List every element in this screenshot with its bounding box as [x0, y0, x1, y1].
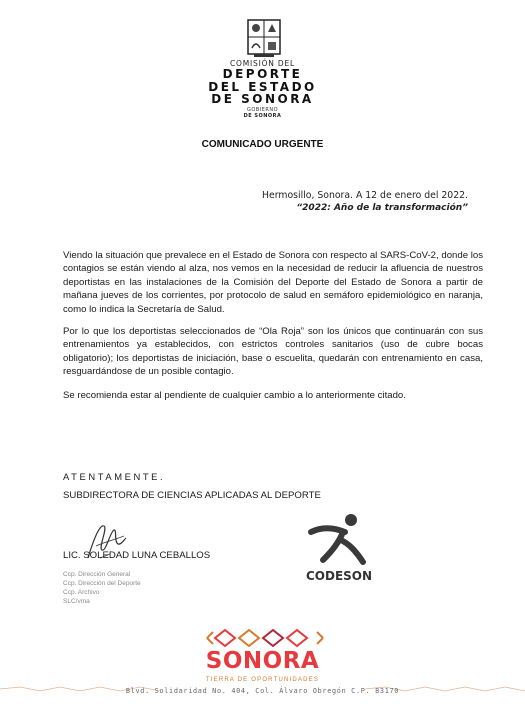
footer-address: Blvd. Solidaridad No. 404, Col. Álvaro Obregón C.P. 83170 [125, 687, 400, 695]
document-title: COMUNICADO URGENTE [201, 139, 324, 150]
header-de-sonora: DE SONORA [211, 92, 314, 106]
closing-atentamente: ATENTAMENTE. [63, 471, 166, 482]
header-comision: COMISIÓN DEL [230, 59, 295, 68]
ccp-line: Ccp. Dirección del Deporte [63, 580, 141, 587]
codeson-logo-text: CODESON [305, 569, 373, 583]
ccp-line: Ccp. Archivo [63, 589, 100, 596]
header-gobierno: GOBIERNO [246, 107, 279, 113]
body-paragraph-2: Por lo que los deportistas seleccionados de “Ola Roja” son los únicos que continuarán con sus entrenamientos ya establecidos, con estrictos controles sanitarios (uso de cubre bocas obligatorio); los deportistas de iniciación, base o escuelita, quedarán con entrenamiento en casa, resguardándose de un posible contagio. [63, 326, 483, 378]
ccp-line: Ccp. Dirección General [63, 571, 131, 578]
sonora-logo-text: SONORA [205, 648, 320, 674]
signer-position: SUBDIRECTORA DE CIENCIAS APLICADAS AL DEPORTE [63, 490, 321, 501]
codeson-athlete-logo-icon [305, 510, 373, 566]
state-seal-icon [244, 18, 284, 58]
place-date: Hermosillo, Sonora. A 12 de enero del 2022. [262, 190, 468, 201]
header-deporte: DEPORTE [222, 67, 303, 81]
body-paragraph-3: Se recomienda estar al pendiente de cualquier cambio a lo anteriormente citado. [63, 390, 406, 401]
signer-name: LIC. SOLEDAD LUNA CEBALLOS [63, 550, 211, 561]
sonora-tagline: TIERRA DE OPORTUNIDADES [205, 677, 320, 683]
header-del-estado: DEL ESTADO [208, 80, 317, 94]
year-motto: “2022: Año de la transformación” [296, 203, 468, 213]
header-gobierno-sonora: DE SONORA [243, 113, 282, 119]
sonora-ornament-icon [205, 626, 325, 650]
body-paragraph-1: Viendo la situación que prevalece en el Estado de Sonora con respecto al SARS-CoV-2, donde los contagios se están viendo al alza, nos vemos en la necesidad de reducir la afluencia de nuestros deportistas en las instalaciones de la Comisión del Deporte del Estado de Sonora a partir de mañana jueves de los corrientes, por protocolo de salud en semáforo epidemiológico en naranja, como lo indica la Secretaría de Salud. [63, 250, 483, 315]
ccp-initials: SLC/vma [63, 598, 90, 605]
